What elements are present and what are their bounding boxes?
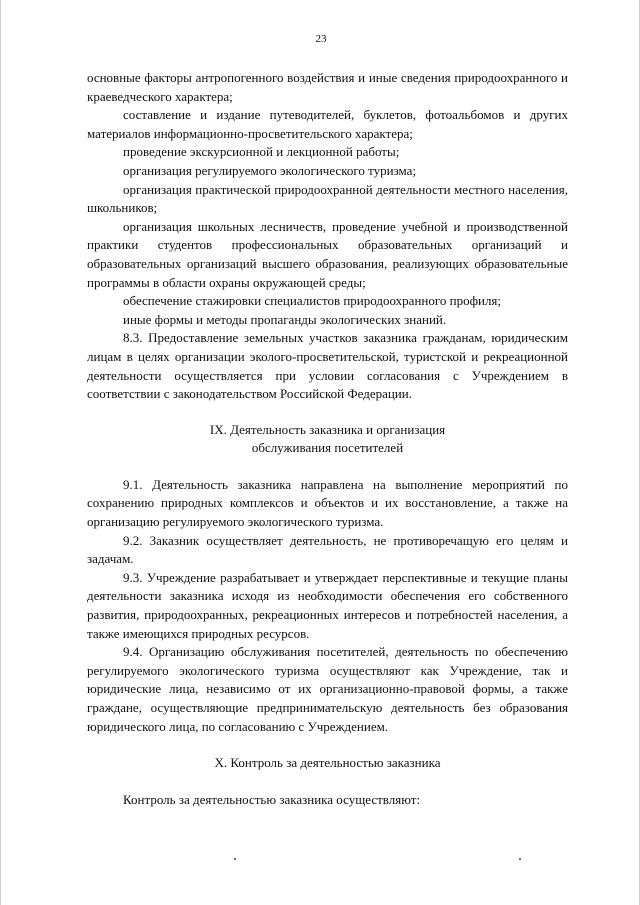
scan-dot <box>519 858 521 860</box>
paragraph-9-3: 9.3. Учреждение разрабатывает и утверждает перспективные и текущие планы деятельности заказника исходя из необходимости обеспечения его собственного развития, природоохранных, рекреационных интересов и потребностей населения, а также имеющихся природных ресурсов. <box>87 569 568 641</box>
paragraph-9-4: 9.4. Организацию обслуживания посетителей, деятельность по обеспечению регулируемого экологического туризма осуществляют как Учреждение, так и юридические лица, независимо от их организационно-правовой формы, а также граждане, осуществляющие предпринимательскую деятельность без образования юридического лица, по согласованию с Учреждением. <box>87 644 568 734</box>
paragraph: проведение экскурсионной и лекционной работы; <box>123 144 400 160</box>
scan-marks <box>1 858 640 864</box>
page-number: 23 <box>315 33 327 45</box>
section-9-heading <box>87 421 568 458</box>
section-9-title-line2: обслуживания посетителей <box>251 440 404 456</box>
paragraph-9-2: 9.2. Заказник осуществляет деятельность, не противоречащую его целям и задачам. <box>87 532 568 567</box>
paragraph-8-3: 8.3. Предоставление земельных участков заказника гражданам, юридическим лицам в целях организации эколого-просветительской, туристской и рекреационной деятельности осуществляется при условии согласования с Учреждением в соответствии с законодательством Российской Федерации. <box>87 330 568 402</box>
section-10-heading: X. Контроль за деятельностью заказника <box>214 755 441 771</box>
paragraph-10: Контроль за деятельностью заказника осуществляют: <box>123 791 421 807</box>
scan-dot <box>234 858 236 860</box>
paragraph: основные факторы антропогенного воздействия и иные сведения природоохранного и краеведческого характера; <box>87 70 568 104</box>
paragraph: организация школьных лесничеств, проведение учебной и производственной практики студентов профессиональных образовательных организаций и образовательных организаций высшего образования, реализующих образовательные программы в области охраны окружающей среды; <box>87 218 568 290</box>
section-9-title-line1: IX. Деятельность заказника и организация <box>209 421 446 437</box>
paragraph: иные формы и методы пропаганды экологических знаний. <box>123 311 447 327</box>
paragraph: обеспечение стажировки специалистов природоохранного профиля; <box>123 293 502 309</box>
document-body <box>87 69 568 809</box>
paragraph: составление и издание путеводителей, буклетов, фотоальбомов и других материалов информационно-просветительского характера; <box>87 107 568 141</box>
paragraph-9-1: 9.1. Деятельность заказника направлена на выполнение мероприятий по сохранению природных комплексов и объектов и их восстановление, а также на организацию регулируемого экологического туризма. <box>87 476 568 530</box>
paragraph: организация практической природоохранной деятельности местного населения, школьников; <box>87 181 568 216</box>
paragraph: организация регулируемого экологического туризма; <box>123 162 417 178</box>
